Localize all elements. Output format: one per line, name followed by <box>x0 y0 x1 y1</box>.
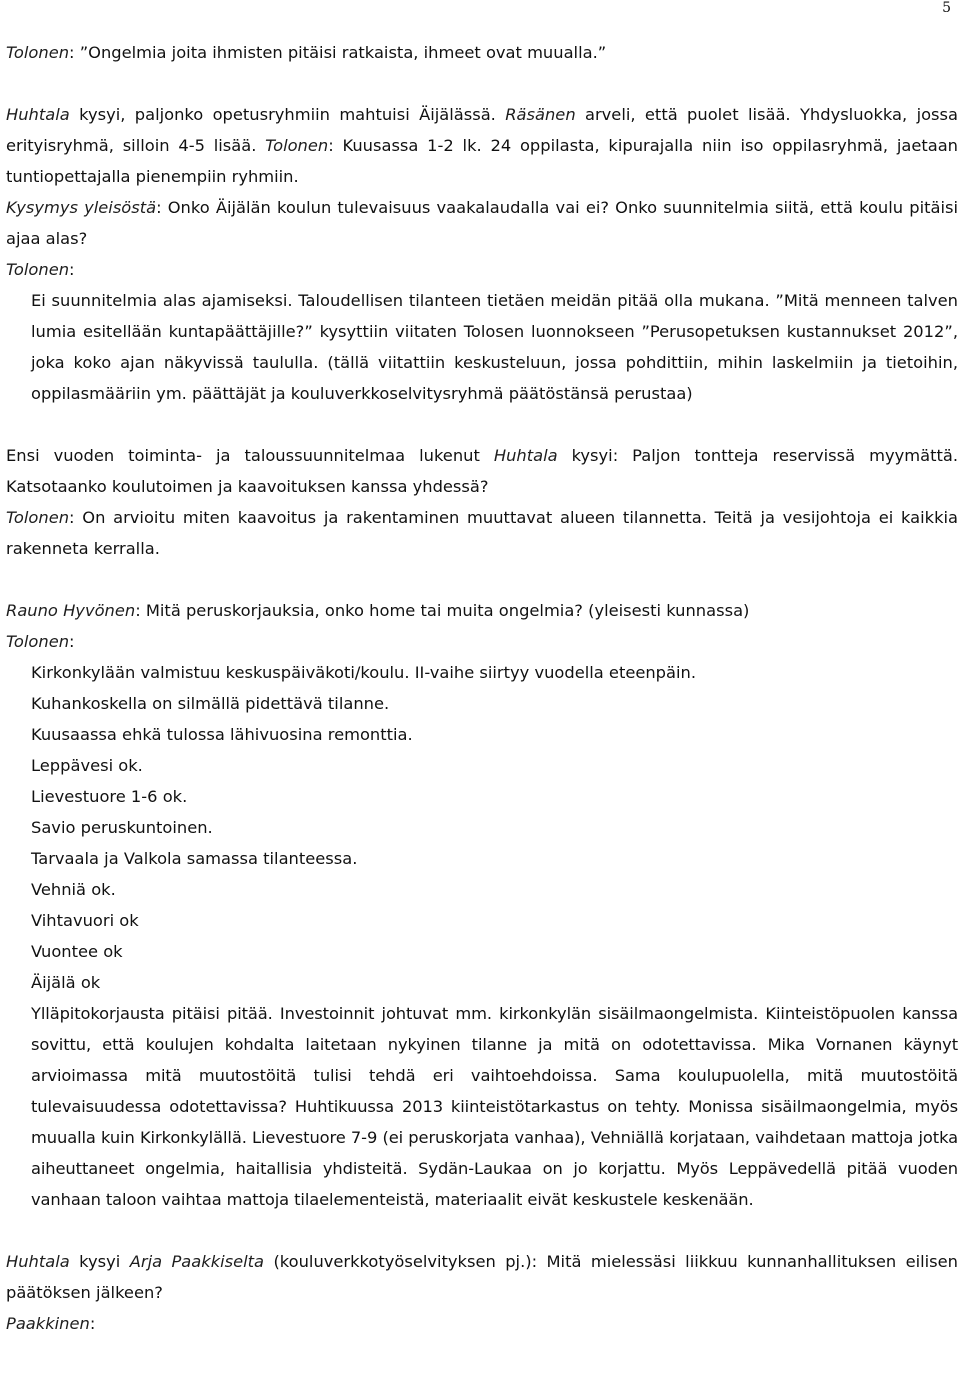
speaker-name: Huhtala <box>6 105 70 124</box>
list-item: Kirkonkylään valmistuu keskuspäiväkoti/koulu. II-vaihe siirtyy vuodella eteenpäin. <box>31 663 697 682</box>
speaker-name: Tolonen <box>6 508 70 527</box>
paragraph-question-to-paakkinen <box>6 1246 958 1308</box>
list-item: Äijälä ok <box>31 973 101 992</box>
paragraph-maintenance: Ylläpitokorjausta pitäisi pitää. Investoinnit johtuvat mm. kirkonkylän sisäilmaongelmista. Kiinteistöpuolen kanssa sovittu, että koulujen kohdalta laitetaan nykyinen tilanne ja mitä on odotettavissa. Mika Vornanen käynyt arvioimassa mitä muutostöitä tulisi tehdä eri vaihtoehdoissa. Sama koulupuolella, mitä muutostöitä tulevaisuudessa odotettavissa? Huhtikuussa 2013 kiinteistötarkastus on tehty. Monissa sisäilmaongelmia, myös muualla kuin Kirkonkylällä. Lievestuore 7-9 (ei peruskorjata vanhaa), Vehniällä korjataan, vaihdetaan mattoja jotka aiheuttaneet ongelmia, haitallisia yhdisteitä. Sydän-Laukaa on jo korjattu. Myös Leppävedellä pitää vuoden vanhaan taloon vaihtaa mattoja tilaelementeistä, materiaalit eivät keskustele keskenään. <box>31 1004 958 1209</box>
paragraph-text: kysyi, paljonko opetusryhmiin mahtuisi Äijälässä. <box>69 105 506 124</box>
paragraph-audience-question <box>6 192 958 254</box>
paragraph-text: Ensi vuoden toiminta- ja taloussuunnitelmaa lukenut <box>6 446 494 465</box>
list-item: Vuontee ok <box>31 942 123 961</box>
paragraph-tolonen-quote <box>6 37 958 68</box>
spacer <box>6 409 958 440</box>
speaker-colon: : <box>89 1314 96 1333</box>
paragraph-text: : Mitä peruskorjauksia, onko home tai muita ongelmia? (yleisesti kunnassa) <box>135 601 750 620</box>
list-item: Kuhankoskella on silmällä pidettävä tilanne. <box>31 694 390 713</box>
list-item: Savio peruskuntoinen. <box>31 818 213 837</box>
document-body <box>6 37 958 1339</box>
paragraph-text: arveli, että puolet lisää. Yhdysluokka, jossa erityisryhmä, silloin 4-5 lisää. <box>6 105 958 155</box>
speaker-name: Tolonen <box>265 136 329 155</box>
paragraph-text: : Onko Äijälän koulun tulevaisuus vaakalaudalla vai ei? Onko suunnitelmia siitä, että koulu pitäisi ajaa alas? <box>6 198 958 248</box>
paragraph-land-use-answer <box>6 502 958 564</box>
list-item: Lievestuore 1-6 ok. <box>31 787 188 806</box>
speaker-name: Tolonen <box>6 260 70 279</box>
speaker-name: Paakkinen <box>6 1314 90 1333</box>
paragraph-speaker-label <box>6 626 958 657</box>
paragraph-speaker-label <box>6 1308 958 1339</box>
speaker-name: Huhtala <box>493 446 558 465</box>
spacer <box>6 1215 958 1246</box>
paragraph-renovation-question <box>6 595 958 626</box>
list-item: Kuusaassa ehkä tulossa lähivuosina remonttia. <box>31 725 413 744</box>
paragraph-text: (kouluverkkotyöselvityksen pj.): Mitä mielessäsi liikkuu kunnanhallituksen eilisen päätöksen jälkeen? <box>6 1252 958 1302</box>
list-item: Leppävesi ok. <box>31 756 143 775</box>
spacer <box>6 68 958 99</box>
speaker-colon: : <box>69 260 75 279</box>
paragraph-no-plans: Ei suunnitelmia alas ajamiseksi. Taloudellisen tilanteen tietäen meidän pitää olla mukana. ”Mitä menneen talven lumia esitellään kuntapäättäjille?” kysyttiin viitaten Tolosen luonnokseen ”Perusopetuksen kustannukset 2012”, joka koko ajan näkyvissä taululla. (tällä viitattiin keskusteluun, jossa pohdittiin, mihin laskelmiin ja tietoihin, oppilasmääriin ym. päättäjät ja kouluverkkoselvitysryhmä päätöstänsä perustaa) <box>31 291 958 403</box>
paragraph-speaker-label <box>6 254 958 285</box>
speaker-name: Huhtala <box>6 1252 70 1271</box>
list-item: Vehniä ok. <box>31 880 116 899</box>
paragraph-text: kysyi <box>69 1252 130 1271</box>
speaker-name: Rauno Hyvönen <box>6 601 136 620</box>
paragraph-class-sizes <box>6 99 958 192</box>
page-number: 5 <box>942 0 951 16</box>
speaker-colon: : <box>69 632 75 651</box>
list-item: Vihtavuori ok <box>31 911 139 930</box>
paragraph-land-use-question <box>6 440 958 502</box>
paragraph-text: : Kuusassa 1-2 lk. 24 oppilasta, kipurajalla niin iso oppilasryhmä, jaetaan tuntiopettajalla pienempiin ryhmiin. <box>6 136 958 186</box>
school-status-list <box>6 657 958 1215</box>
speaker-name: Kysymys yleisöstä <box>6 198 157 217</box>
list-item: Tarvaala ja Valkola samassa tilanteessa. <box>31 849 358 868</box>
speaker-name: Arja Paakkiselta <box>129 1252 265 1271</box>
paragraph-text: kysyi: Paljon tontteja reservissä myymättä. Katsotaanko koulutoimen ja kaavoituksen kanssa yhdessä? <box>6 446 958 496</box>
spacer <box>6 564 958 595</box>
paragraph-text: : On arvioitu miten kaavoitus ja rakentaminen muuttavat alueen tilannetta. Teitä ja vesijohtoja ei kaikkia rakenneta kerralla. <box>6 508 958 558</box>
speaker-name: Tolonen <box>6 43 70 62</box>
speaker-name: Räsänen <box>505 105 576 124</box>
paragraph-text: : ”Ongelmia joita ihmisten pitäisi ratkaista, ihmeet ovat muualla.” <box>69 43 607 62</box>
speaker-name: Tolonen <box>6 632 70 651</box>
